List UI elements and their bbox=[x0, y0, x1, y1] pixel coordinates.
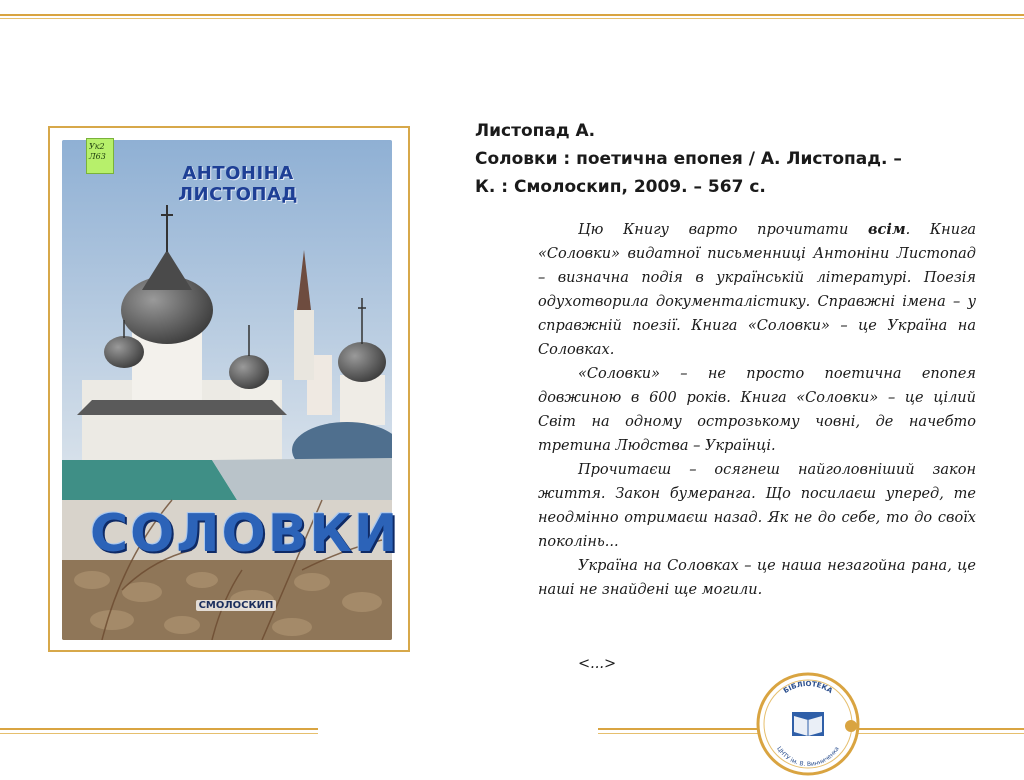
book-cover-image bbox=[62, 140, 400, 640]
sticker-code: Ук2 Л63 bbox=[89, 142, 106, 161]
review-p1-bold: всім bbox=[867, 221, 906, 238]
bottom-left-line bbox=[0, 728, 318, 730]
review-p1-end: . Книга «Соловки» видатної письменниці Антоніни Листопад – визначна подія в українській літературі. Поезія одухотворила документалістику. Справжні імена – у справжній поезії. Книга «Соловки» – це Україна на Соловках. bbox=[538, 222, 977, 358]
cover-publisher: СМОЛОСКИП bbox=[196, 600, 276, 611]
top-border-line-inner bbox=[0, 18, 1024, 19]
cover-title: СОЛОВКИ bbox=[90, 504, 400, 564]
top-border-line bbox=[0, 14, 1024, 16]
review-text bbox=[538, 218, 976, 602]
svg-text:ЦНТУ ім. В. Винниченка: ЦНТУ ім. В. Винниченка bbox=[775, 745, 841, 769]
review-p1-start: Цю Книгу варто прочитати bbox=[578, 222, 868, 238]
library-sticker bbox=[86, 138, 114, 174]
bibliographic-record bbox=[475, 117, 995, 201]
bib-author-line: Листопад А. bbox=[475, 121, 596, 141]
svg-text:БІБЛІОТЕКА: БІБЛІОТЕКА bbox=[782, 679, 834, 696]
bib-title-line: Соловки : поетична епопея / А. Листопад. – bbox=[475, 149, 902, 169]
review-paragraph-2: «Соловки» – не просто поетична епопея довжиною в 600 років. Книга «Соловки» – це цілий Світ на одному острозькому човні, де начебто третина Людства – Українці. bbox=[538, 366, 976, 454]
cover-author-name: АНТОНІНА ЛИСТОПАД bbox=[178, 163, 298, 205]
review-ellipsis: <...> bbox=[578, 656, 617, 672]
review-paragraph-4: Україна на Соловках – це наша незагойна рана, це наші не знайдені ще могили. bbox=[538, 558, 976, 598]
bottom-left-line-inner bbox=[0, 733, 318, 734]
library-seal-logo bbox=[752, 668, 864, 780]
cover-illustration bbox=[62, 140, 400, 640]
bib-publication-line: К. : Смолоскип, 2009. – 567 с. bbox=[475, 177, 766, 197]
review-paragraph-3: Прочитаєш – осягнеш найголовніший закон життя. Закон бумеранга. Що посилаєш уперед, те неодмінно отримаєш назад. Як не до себе, то до своїх поколінь... bbox=[538, 462, 976, 550]
review-paragraph-1 bbox=[538, 218, 976, 362]
